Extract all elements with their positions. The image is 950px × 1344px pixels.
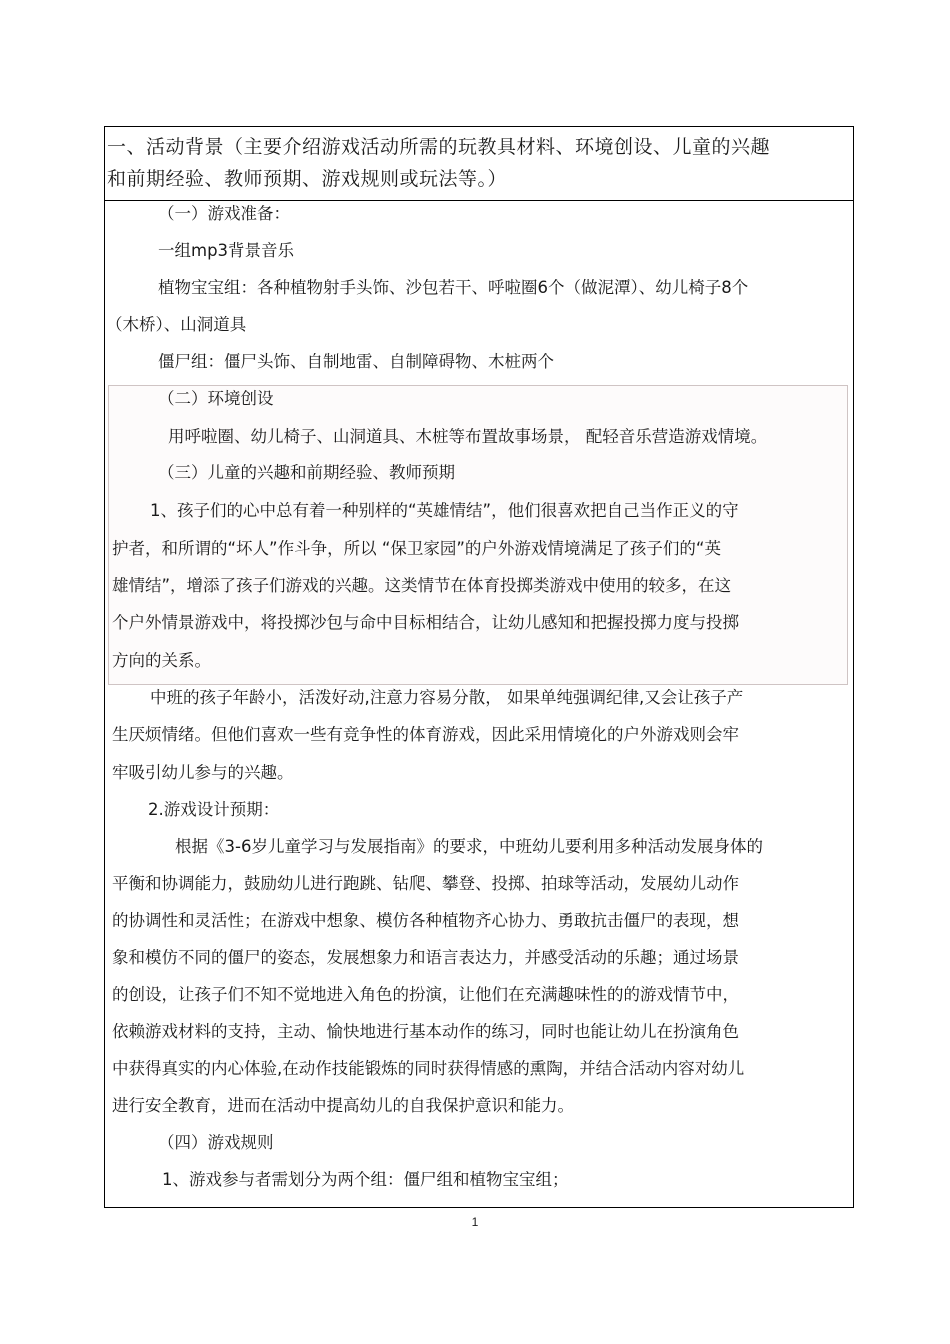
text-line: 个户外情景游戏中，将投掷沙包与命中目标相结合，让幼儿感知和把握投掷力度与投掷 [112, 613, 739, 632]
text-line: 根据《3-6岁儿童学习与发展指南》的要求，中班幼儿要利用多种活动发展身体的 [175, 837, 763, 856]
text-line: 平衡和协调能力，鼓励幼儿进行跑跳、钻爬、攀登、投掷、拍球等活动，发展幼儿动作 [112, 874, 739, 893]
text-line: （二）环境创设 [158, 389, 274, 408]
text-line: 的创设，让孩子们不知不觉地进入角色的扮演，让他们在充满趣味性的的游戏情节中， [112, 985, 739, 1004]
section-title-line-2: 和前期经验、教师预期、游戏规则或玩法等。） [107, 168, 508, 190]
text-line: 1、孩子们的心中总有着一种别样的“英雄情结”，他们很喜欢把自己当作正义的守 [150, 501, 739, 520]
text-line: 护者，和所谓的“坏人”作斗争，所以 “保卫家园”的户外游戏情境满足了孩子们的“英 [112, 539, 721, 558]
text-line: 雄情结”，增添了孩子们游戏的兴趣。这类情节在体育投掷类游戏中使用的较多，在这 [112, 576, 732, 595]
text-line: 中班的孩子年龄小，活泼好动,注意力容易分散， 如果单纯强调纪律,又会让孩子产 [150, 688, 744, 707]
text-line: （木桥）、山洞道具 [106, 315, 247, 334]
text-line: 方向的关系。 [112, 651, 211, 670]
text-line: 的协调性和灵活性；在游戏中想象、模仿各种植物齐心协力、勇敢抗击僵尸的表现，想 [112, 911, 739, 930]
text-line: （一）游戏准备： [158, 204, 290, 223]
text-line: 植物宝宝组：各种植物射手头饰、沙包若干、呼啦圈6个（做泥潭）、幼儿椅子8个 [158, 278, 749, 297]
text-line: 象和模仿不同的僵尸的姿态，发展想象力和语言表达力，并感受活动的乐趣；通过场景 [112, 948, 739, 967]
section-header-cell [105, 127, 853, 201]
text-line: 2.游戏设计预期： [148, 800, 280, 819]
text-line: 中获得真实的内心体验,在动作技能锻炼的同时获得情感的熏陶，并结合活动内容对幼儿 [112, 1059, 745, 1078]
text-line: 一组mp3背景音乐 [158, 241, 295, 260]
text-line: 进行安全教育，进而在活动中提高幼儿的自我保护意识和能力。 [112, 1096, 574, 1115]
text-line: 牢吸引幼儿参与的兴趣。 [112, 763, 294, 782]
page-number: 1 [471, 1215, 479, 1229]
text-line: （三）儿童的兴趣和前期经验、教师预期 [158, 463, 455, 482]
text-line: 依赖游戏材料的支持，主动、愉快地进行基本动作的练习，同时也能让幼儿在扮演角色 [112, 1022, 739, 1041]
text-line: 1、游戏参与者需划分为两个组：僵尸组和植物宝宝组； [162, 1170, 569, 1189]
text-line: 生厌烦情绪。但他们喜欢一些有竞争性的体育游戏，因此采用情境化的户外游戏则会牢 [112, 725, 739, 744]
section-title-line-1: 一、活动背景（主要介绍游戏活动所需的玩教具材料、环境创设、儿童的兴趣 [107, 136, 771, 158]
text-line: （四）游戏规则 [158, 1133, 274, 1152]
text-line: 僵尸组：僵尸头饰、自制地雷、自制障碍物、木桩两个 [158, 352, 554, 371]
text-line: 用呼啦圈、幼儿椅子、山洞道具、木桩等布置故事场景， 配轻音乐营造游戏情境。 [168, 427, 768, 446]
